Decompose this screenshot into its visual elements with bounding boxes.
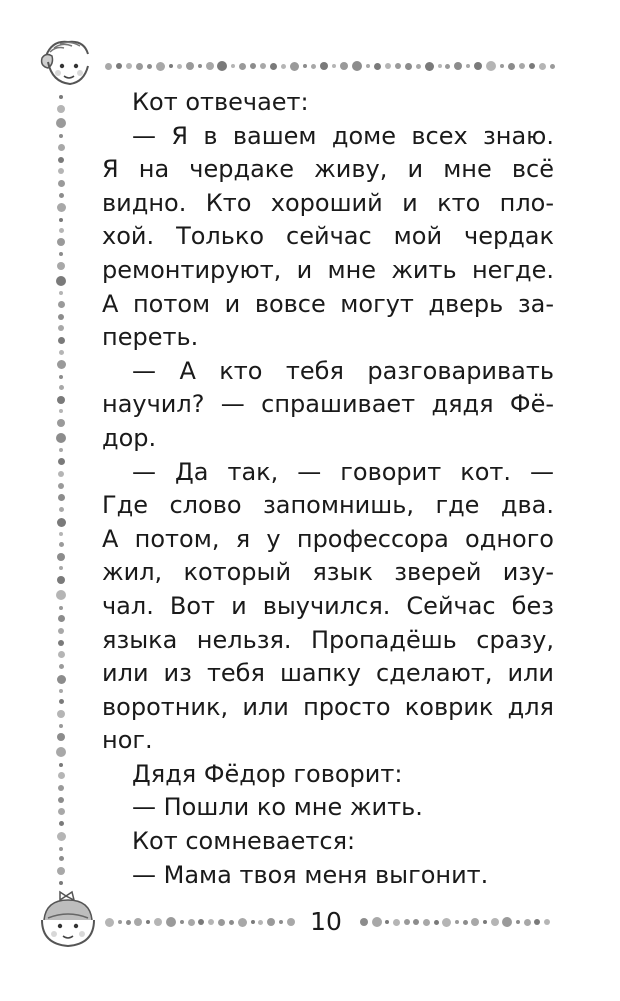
decor-dot [59,881,63,885]
decor-dot [186,62,194,70]
decor-dot [502,917,512,927]
decor-dot [474,62,482,70]
decor-dot [57,710,65,718]
decor-dot [218,919,225,926]
text-line: — А кто тебя разговаривать [132,356,554,385]
decor-dot [445,64,450,69]
decor-dot [58,301,65,308]
text-line: ног. [102,726,153,755]
text-line: воротник, или просто коврик для [102,692,554,721]
decor-dot [239,63,246,70]
decor-dot [126,63,132,69]
decor-dot [56,590,66,600]
decor-dot [217,61,227,71]
decor-dot [58,651,65,658]
decor-dot [438,64,442,68]
decor-dot [290,62,299,71]
decor-dot [56,118,66,128]
decor-dot [320,62,328,70]
decor-dot [208,919,214,925]
decor-dot [59,664,64,669]
decor-dot [59,699,64,704]
decor-dot [177,64,182,69]
decor-dot [57,675,66,684]
decor-dot [385,920,389,924]
decor-dot [59,134,63,138]
decor-dot [59,689,63,693]
decor-dot [372,917,382,927]
decor-dot [59,847,63,851]
decor-dot [281,64,286,69]
text-line: — Я в вашем доме всех знаю. [132,121,554,150]
decor-dot [58,458,65,465]
text-line: хой. Только сейчас мой чердак [102,222,554,251]
decor-dot [59,507,64,512]
decor-dot [423,919,430,926]
decor-dot [59,448,63,452]
decor-dot [198,64,202,68]
decor-dot [258,920,263,925]
decor-dot [544,919,550,925]
decor-dot [57,553,65,561]
decor-dot [57,105,65,113]
decor-dot [57,832,66,841]
decor-dot [59,218,63,222]
decor-dot [287,918,295,926]
decor-dot [188,919,195,926]
text-line: видно. Кто хороший и кто пло- [102,188,554,217]
decor-dot [118,920,122,924]
decor-dot [260,63,266,69]
text-line: Кот отвечает: [132,88,309,116]
text-line: — Мама твоя меня выгонит. [132,860,489,889]
decor-dot [58,640,64,646]
decor-dot [57,518,66,527]
decor-dot [550,64,555,69]
decor-dot [57,262,65,270]
decor-dot [519,63,525,69]
decor-dot [491,918,499,926]
text-line: А потом и вовсе могут дверь за- [102,289,554,318]
decor-dot [58,314,64,320]
decor-dot [57,203,66,212]
decor-dot [508,63,515,70]
decor-dot [366,64,370,68]
decor-dot [231,64,235,68]
decor-dot [374,63,381,70]
decor-dot [466,64,470,68]
decor-dot [59,228,64,233]
story-text [102,86,554,892]
decor-dot [58,483,64,489]
decor-dot [524,919,531,926]
decor-dot [251,920,255,924]
bottom-dotted-border-left [105,914,295,930]
decor-dot [58,471,64,477]
page-number: 10 [310,907,342,936]
text-line: А потом, я у профессора одного [102,524,554,553]
decor-dot [58,325,64,331]
decor-dot [442,918,451,927]
decor-dot [56,433,66,443]
girl-face-icon [38,38,102,98]
decor-dot [58,180,65,187]
decor-dot [539,63,546,70]
decor-dot [405,63,412,70]
text-line: или из тебя шапку сделают, или [102,659,554,688]
decor-dot [105,63,112,70]
decor-dot [59,385,64,390]
decor-dot [57,733,65,741]
decor-dot [250,63,256,69]
decor-dot [57,576,65,584]
decor-dot [105,918,114,927]
decor-dot [180,920,184,924]
decor-dot [425,62,434,71]
decor-dot [59,856,64,861]
decor-dot [136,63,143,70]
text-line: дор. [102,423,157,452]
decor-dot [385,63,391,69]
text-line: Кот сомневается: [132,827,356,856]
decor-dot [279,920,283,924]
decor-dot [58,615,65,622]
decor-dot [58,494,65,501]
left-dotted-border [52,95,70,885]
bottom-dotted-border-right [360,914,550,930]
decor-dot [58,337,65,344]
decor-dot [59,291,63,295]
decor-dot [59,193,64,198]
decor-dot [59,375,63,379]
decor-dot [59,566,63,570]
girl-face-icon [36,890,100,950]
top-dotted-border [105,57,555,75]
decor-dot [58,168,64,174]
decor-dot [146,920,150,924]
decor-dot [147,64,152,69]
decor-dot [59,350,64,355]
text-line: ремонтируют, и мне жить негде. [102,255,554,284]
decor-dot [58,144,65,151]
decor-dot [229,920,234,925]
decor-dot [434,920,439,925]
decor-dot [534,919,540,925]
decor-dot [360,918,368,926]
decor-dot [59,532,63,536]
decor-dot [471,918,479,926]
decor-dot [198,919,204,925]
decor-dot [59,252,63,256]
decor-dot [59,763,63,767]
decor-dot [57,396,65,404]
decor-dot [529,63,535,69]
text-line: научил? — спрашивает дядя Фё- [102,390,554,419]
decor-dot [206,62,214,70]
text-line: Где слово запомнишь, где два. [102,491,554,520]
decor-dot [154,918,162,926]
decor-dot [59,821,64,826]
decor-dot [303,64,307,68]
text-line: Дядя Фёдор говорит: [132,759,403,788]
decor-dot [404,919,410,925]
decor-dot [58,785,64,791]
text-line: Я на чердаке живу, и мне всё [102,155,554,184]
decor-dot [267,918,275,926]
text-line: чал. Вот и выучился. Сейчас без [102,591,554,620]
decor-dot [169,64,173,68]
decor-dot [166,917,176,927]
decor-dot [58,797,64,803]
decor-dot [455,920,459,924]
decor-dot [311,64,316,69]
decor-dot [57,360,66,369]
decor-dot [58,628,64,634]
decor-dot [59,606,63,610]
decor-dot [483,920,487,924]
decor-dot [58,808,65,815]
decor-dot [393,919,400,926]
decor-dot [270,63,277,70]
decor-dot [57,419,65,427]
decor-dot [395,63,401,69]
decor-dot [332,64,336,68]
decor-dot [59,95,63,99]
decor-dot [56,747,66,757]
decor-dot [340,62,348,70]
text-line: переть. [102,323,199,352]
decor-dot [59,542,64,547]
decor-dot [454,62,462,70]
text-line: — Пошли ко мне жить. [132,793,423,822]
decor-dot [500,64,504,68]
decor-dot [56,276,66,286]
text-line: — Да так, — говорит кот. — [132,457,554,486]
decor-dot [57,238,65,246]
decor-dot [134,918,142,926]
decor-dot [116,63,122,69]
decor-dot [238,918,247,927]
decor-dot [58,772,65,779]
decor-dot [463,920,468,925]
decor-dot [156,62,165,71]
decor-dot [413,919,419,925]
decor-dot [416,64,421,69]
decor-dot [58,157,64,163]
decor-dot [59,409,63,413]
decor-dot [352,61,362,71]
text-line: языка нельзя. Пропадёшь сразу, [102,625,554,654]
decor-dot [57,867,65,875]
decor-dot [59,724,63,728]
decor-dot [486,61,496,71]
decor-dot [126,920,131,925]
decor-dot [516,920,520,924]
text-line: жил, который язык зверей изу- [102,558,554,587]
